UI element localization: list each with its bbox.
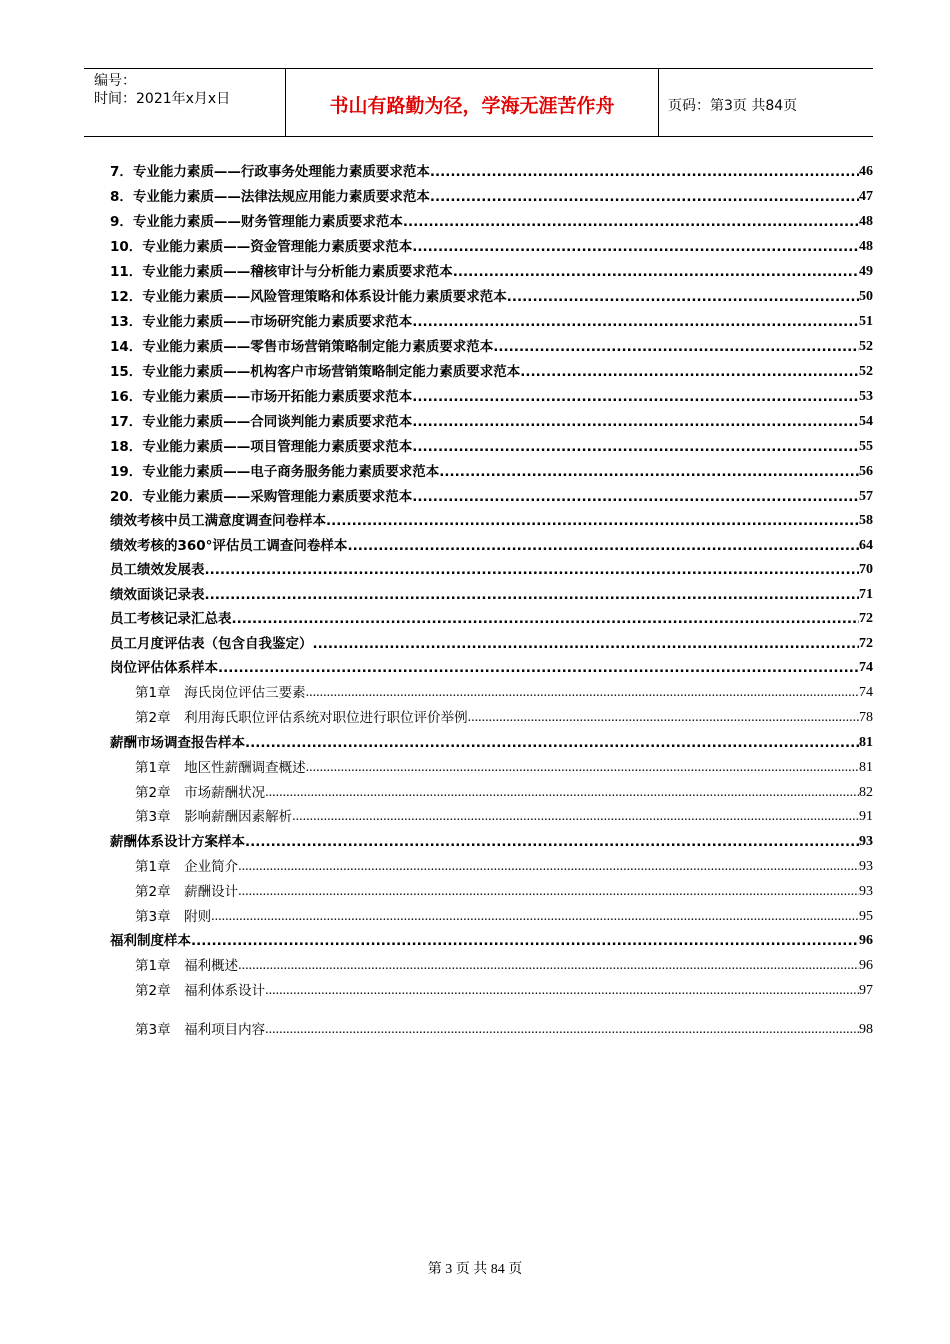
- toc-entry-title: 15．专业能力素质——机构客户市场营销策略制定能力素质要求范本: [110, 364, 521, 380]
- toc-entry-title: 薪酬体系设计方案样本: [110, 834, 245, 850]
- number-label: 编号：: [94, 73, 136, 89]
- toc-entry[interactable]: [110, 285, 873, 305]
- toc-leader-dots: [347, 538, 859, 554]
- toc-leader-dots: [493, 339, 859, 355]
- toc-entry-page: 49: [859, 264, 873, 279]
- toc-entry-title: 绩效考核的360°评估员工调查问卷样本: [110, 538, 348, 554]
- toc-entry-page: 81: [859, 735, 873, 750]
- toc-leader-dots: [326, 513, 859, 529]
- toc-entry-title: 14．专业能力素质——零售市场营销策略制定能力素质要求范本: [110, 339, 494, 355]
- toc-entry-page: 57: [859, 489, 873, 504]
- toc-entry[interactable]: [110, 830, 873, 850]
- toc-leader-dots: [232, 611, 860, 627]
- toc-entry-title: 绩效面谈记录表: [110, 587, 205, 603]
- toc-entry-title: 第1章 福利概述: [135, 958, 239, 974]
- toc-entry[interactable]: [135, 781, 873, 801]
- toc-entry[interactable]: [110, 632, 873, 652]
- toc-entry-page: 93: [859, 884, 873, 899]
- toc-leader-dots: [403, 214, 859, 230]
- header-meta: [84, 69, 285, 136]
- toc-entry[interactable]: [110, 485, 873, 505]
- toc-entry[interactable]: [135, 681, 873, 701]
- toc-entry-title: 薪酬市场调查报告样本: [110, 735, 245, 751]
- toc-entry-title: 第1章 海氏岗位评估三要素: [135, 685, 306, 701]
- toc-entry-title: 第2章 市场薪酬状况: [135, 785, 266, 801]
- toc-leader-dots: [205, 562, 860, 578]
- toc-entry-title: 16．专业能力素质——市场开拓能力素质要求范本: [110, 389, 413, 405]
- toc-entry[interactable]: [110, 460, 873, 480]
- toc-leader-dots: [292, 809, 859, 825]
- toc-leader-dots: [507, 289, 859, 305]
- page-header: [84, 68, 873, 137]
- toc-entry-page: 81: [859, 760, 873, 775]
- toc-entry-title: 11．专业能力素质——稽核审计与分析能力素质要求范本: [110, 264, 453, 280]
- toc-leader-dots: [412, 439, 859, 455]
- toc-entry[interactable]: [135, 756, 873, 776]
- toc-leader-dots: [412, 389, 859, 405]
- toc-leader-dots: [265, 785, 859, 801]
- toc-entry[interactable]: [135, 979, 873, 999]
- toc-entry[interactable]: [110, 607, 873, 627]
- toc-entry-page: 64: [859, 538, 873, 553]
- toc-entry-page: 50: [859, 289, 873, 304]
- toc-entry-page: 72: [859, 611, 873, 626]
- toc-entry-title: 第3章 影响薪酬因素解析: [135, 809, 293, 825]
- toc-entry-page: 82: [859, 785, 873, 800]
- toc-leader-dots: [191, 933, 859, 949]
- toc-entry-title: 19．专业能力素质——电子商务服务能力素质要求范本: [110, 464, 440, 480]
- toc-entry-title: 第1章 地区性薪酬调查概述: [135, 760, 306, 776]
- toc-entry[interactable]: [110, 335, 873, 355]
- time-label: 时间：2021年x月x日: [94, 91, 231, 107]
- toc-entry-page: 46: [859, 164, 873, 179]
- toc-entry[interactable]: [135, 706, 873, 726]
- toc-entry-page: 48: [859, 239, 873, 254]
- toc-entry[interactable]: [135, 805, 873, 825]
- toc-entry-page: 55: [859, 439, 873, 454]
- toc-entry-page: 95: [859, 909, 873, 924]
- toc-entry-page: 71: [859, 587, 873, 602]
- toc-entry[interactable]: [110, 235, 873, 255]
- toc-entry-page: 51: [859, 314, 873, 329]
- toc-entry[interactable]: [110, 410, 873, 430]
- toc-entry-title: 18．专业能力素质——项目管理能力素质要求范本: [110, 439, 413, 455]
- toc-entry-page: 91: [859, 809, 873, 824]
- toc-entry-title: 20．专业能力素质——采购管理能力素质要求范本: [110, 489, 413, 505]
- toc-leader-dots: [238, 884, 859, 900]
- page-info: 页码：第3页 共84页: [668, 98, 798, 114]
- toc-entry[interactable]: [110, 509, 873, 529]
- toc-leader-dots: [412, 314, 859, 330]
- toc-entry-title: 第2章 福利体系设计: [135, 983, 266, 999]
- toc-entry-title: 第3章 福利项目内容: [135, 1022, 266, 1038]
- toc-leader-dots: [313, 636, 860, 652]
- toc-leader-dots: [412, 414, 859, 430]
- toc-entry-page: 48: [859, 214, 873, 229]
- header-slogan-cell: [285, 69, 659, 136]
- footer-page-number: 第 3 页 共 84 页: [427, 1262, 523, 1277]
- toc-entry-page: 52: [859, 364, 873, 379]
- header-page-cell: [658, 69, 873, 136]
- toc-leader-dots: [245, 834, 859, 850]
- toc-entry[interactable]: [110, 558, 873, 578]
- toc-entry-title: 第3章 附则: [135, 909, 212, 925]
- toc-entry-title: 绩效考核中员工满意度调查问卷样本: [110, 513, 326, 529]
- toc-entry[interactable]: [110, 385, 873, 405]
- toc-entry-title: 第1章 企业简介: [135, 859, 239, 875]
- toc-entry[interactable]: [110, 160, 873, 180]
- toc-entry[interactable]: [110, 185, 873, 205]
- toc-leader-dots: [430, 164, 859, 180]
- toc-entry-page: 56: [859, 464, 873, 479]
- toc-leader-dots: [430, 189, 859, 205]
- toc-entry-title: 第2章 薪酬设计: [135, 884, 239, 900]
- toc-entry[interactable]: [110, 260, 873, 280]
- toc-entry-title: 福利制度样本: [110, 933, 191, 949]
- toc-entry[interactable]: [135, 855, 873, 875]
- toc-entry-page: 47: [859, 189, 873, 204]
- toc-leader-dots: [439, 464, 859, 480]
- toc-entry-page: 54: [859, 414, 873, 429]
- toc-entry-title: 员工绩效发展表: [110, 562, 205, 578]
- toc-leader-dots: [412, 239, 859, 255]
- toc-entry[interactable]: [110, 731, 873, 751]
- toc-leader-dots: [245, 735, 859, 751]
- toc-entry-page: 98: [859, 1022, 873, 1037]
- toc-entry-page: 93: [859, 834, 873, 849]
- toc-leader-dots: [218, 660, 859, 676]
- toc-entry[interactable]: [135, 1018, 873, 1038]
- toc-entry-page: 53: [859, 389, 873, 404]
- toc-entry-title: 9．专业能力素质——财务管理能力素质要求范本: [110, 214, 403, 230]
- toc-leader-dots: [306, 685, 859, 701]
- toc-entry-page: 58: [859, 513, 873, 528]
- toc-entry-page: 97: [859, 983, 873, 998]
- toc-entry[interactable]: [135, 880, 873, 900]
- toc-entry-page: 96: [859, 958, 873, 973]
- toc-entry-page: 52: [859, 339, 873, 354]
- toc-entry[interactable]: [110, 435, 873, 455]
- toc-entry[interactable]: [110, 656, 873, 676]
- toc-leader-dots: [265, 1022, 859, 1038]
- toc-entry[interactable]: [110, 534, 873, 554]
- toc-leader-dots: [520, 364, 859, 380]
- toc-leader-dots: [238, 958, 859, 974]
- toc-leader-dots: [412, 489, 859, 505]
- toc-entry-page: 93: [859, 859, 873, 874]
- toc-leader-dots: [205, 587, 860, 603]
- toc-leader-dots: [211, 909, 859, 925]
- toc-entry-title: 13．专业能力素质——市场研究能力素质要求范本: [110, 314, 413, 330]
- toc-entry-page: 70: [859, 562, 873, 577]
- toc-entry-title: 8．专业能力素质——法律法规应用能力素质要求范本: [110, 189, 430, 205]
- toc-entry[interactable]: [110, 583, 873, 603]
- toc-entry-page: 74: [859, 660, 873, 675]
- toc-entry-title: 员工月度评估表（包含自我鉴定）: [110, 636, 313, 652]
- toc-entry-title: 12．专业能力素质——风险管理策略和体系设计能力素质要求范本: [110, 289, 507, 305]
- toc-entry-page: 78: [859, 710, 873, 725]
- toc-entry-title: 7．专业能力素质——行政事务处理能力素质要求范本: [110, 164, 430, 180]
- toc-leader-dots: [468, 710, 859, 726]
- toc-entry[interactable]: [110, 929, 873, 949]
- toc-leader-dots: [306, 760, 859, 776]
- slogan: 书山有路勤为径，学海无涯苦作舟: [329, 95, 615, 117]
- toc-leader-dots: [265, 983, 859, 999]
- toc-entry[interactable]: [135, 954, 873, 974]
- toc-leader-dots: [238, 859, 859, 875]
- toc-entry-title: 岗位评估体系样本: [110, 660, 218, 676]
- toc-entry[interactable]: [110, 310, 873, 330]
- toc-entry[interactable]: [110, 360, 873, 380]
- toc-entry-title: 第2章 利用海氏职位评估系统对职位进行职位评价举例: [135, 710, 468, 726]
- toc-entry-title: 10．专业能力素质——资金管理能力素质要求范本: [110, 239, 413, 255]
- toc-leader-dots: [453, 264, 859, 280]
- toc-entry[interactable]: [110, 210, 873, 230]
- toc-entry-page: 74: [859, 685, 873, 700]
- toc-entry-page: 96: [859, 933, 873, 948]
- toc-entry[interactable]: [135, 905, 873, 925]
- toc-entry-page: 72: [859, 636, 873, 651]
- toc-entry-title: 员工考核记录汇总表: [110, 611, 232, 627]
- toc-entry-title: 17．专业能力素质——合同谈判能力素质要求范本: [110, 414, 413, 430]
- page-footer: [0, 1258, 950, 1278]
